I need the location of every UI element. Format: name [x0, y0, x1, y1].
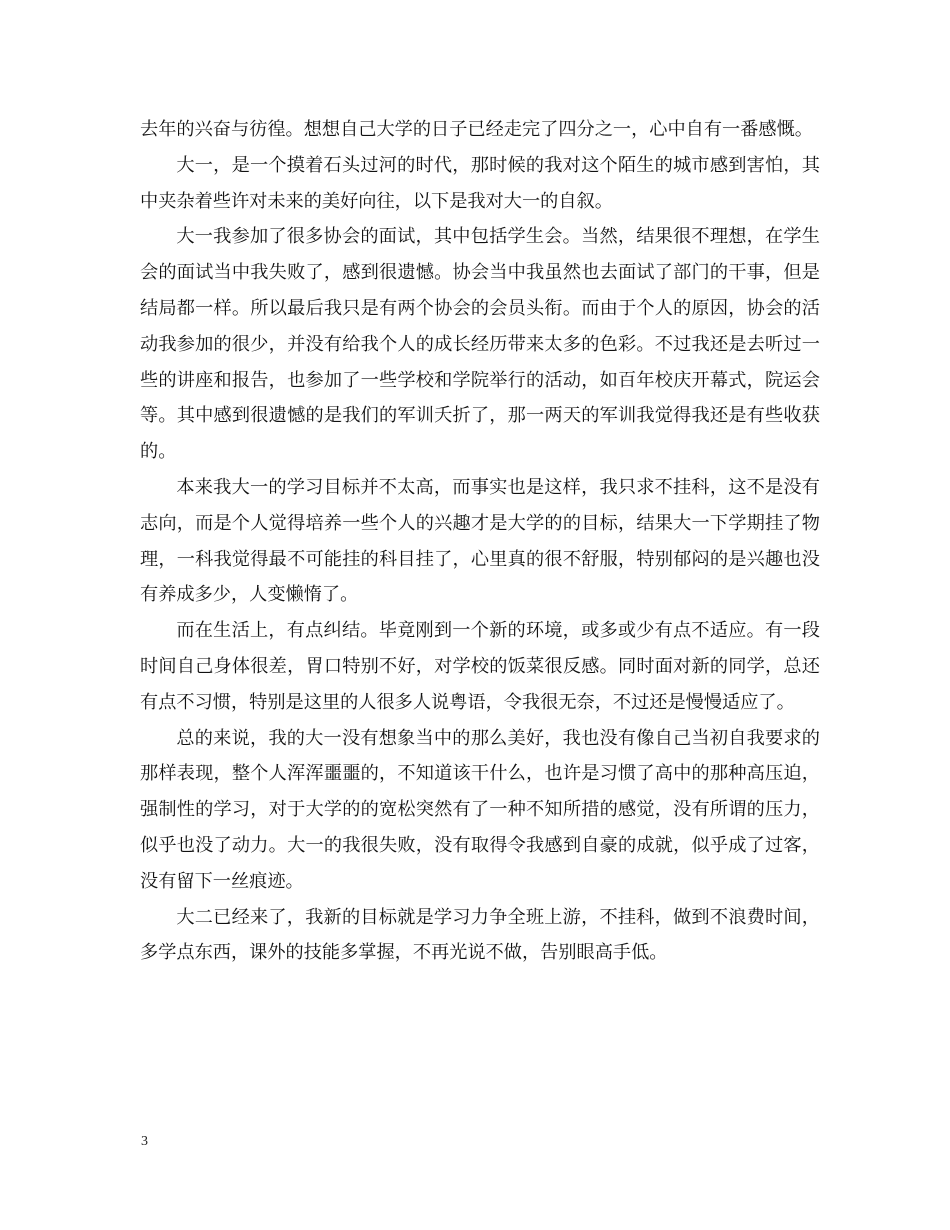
page-number: 3	[141, 1134, 148, 1149]
document-body	[140, 112, 820, 971]
paragraph: 本来我大一的学习目标并不太高，而事实也是这样，我只求不挂科，这不是没有志向，而是个人觉得培养一些个人的兴趣才是大学的的目标，结果大一下学期挂了物理，一科我觉得最不可能挂的科目挂了，心里真的很不舒服，特别郁闷的是兴趣也没有养成多少，人变懒惰了。	[140, 476, 820, 606]
paragraph: 大一我参加了很多协会的面试，其中包括学生会。当然，结果很不理想，在学生会的面试当中我失败了，感到很遗憾。协会当中我虽然也去面试了部门的干事，但是结局都一样。所以最后我只是有两个协会的会员头衔。而由于个人的原因，协会的活动我参加的很少，并没有给我个人的成长经历带来太多的色彩。不过我还是去听过一些的讲座和报告，也参加了一些学校和学院举行的活动，如百年校庆开幕式，院运会等。其中感到很遗憾的是我们的军训夭折了，那一两天的军训我觉得我还是有些收获的。	[140, 226, 820, 463]
paragraph: 大一，是一个摸着石头过河的时代，那时候的我对这个陌生的城市感到害怕，其中夹杂着些许对未来的美好向往，以下是我对大一的自叙。	[140, 154, 820, 212]
paragraph-continuation: 去年的兴奋与彷徨。想想自己大学的日子已经走完了四分之一，心中自有一番感慨。	[140, 119, 813, 140]
paragraph: 总的来说，我的大一没有想象当中的那么美好，我也没有像自己当初自我要求的那样表现，整个人浑浑噩噩的，不知道该干什么，也许是习惯了高中的那种高压迫，强制性的学习，对于大学的的宽松突然有了一种不知所措的感觉，没有所谓的压力，似乎也没了动力。大一的我很失败，没有取得令我感到自豪的成就，似乎成了过客，没有留下一丝痕迹。	[140, 727, 820, 892]
paragraph: 而在生活上，有点纠结。毕竟刚到一个新的环境，或多或少有点不适应。有一段时间自己身体很差，胃口特别不好，对学校的饭菜很反感。同时面对新的同学，总还有点不习惯，特别是这里的人很多人说粤语，令我很无奈，不过还是慢慢适应了。	[140, 620, 820, 713]
paragraph: 大二已经来了，我新的目标就是学习力争全班上游，不挂科，做到不浪费时间，多学点东西，课外的技能多掌握，不再光说不做，告别眼高手低。	[140, 906, 820, 964]
